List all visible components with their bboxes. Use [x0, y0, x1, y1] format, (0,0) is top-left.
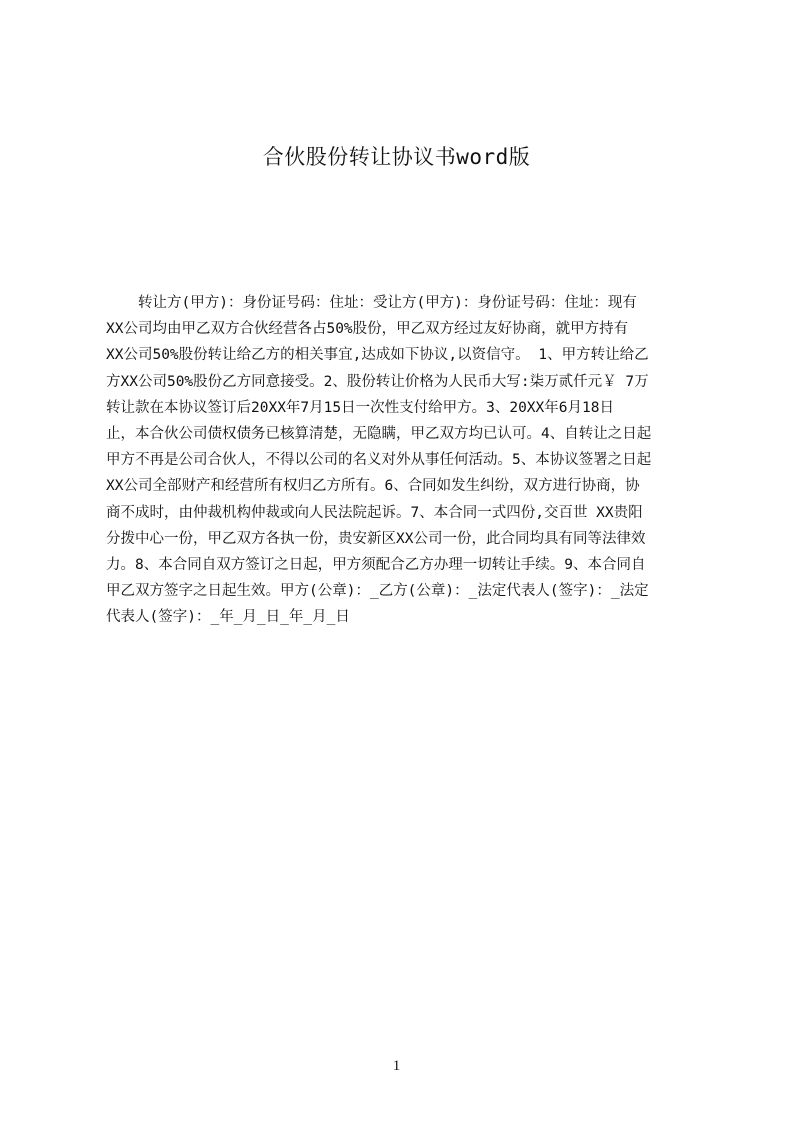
body-line: XX公司全部财产和经营所有权归乙方所有。6、合同如发生纠纷，双方进行协商，协 — [106, 478, 640, 495]
body-line: 商不成时，由仲裁机构仲裁或向人民法院起诉。7、本合同一式四份,交百世 XX贵阳 — [106, 504, 643, 521]
body-line: 代表人(签字)：_年_月_日_年_月_日 — [106, 609, 350, 626]
body-line: XX公司50%股份转让给乙方的相关事宜,达成如下协议,以资信守。 1、甲方转让给乙 — [106, 347, 649, 364]
body-line: XX公司均由甲乙双方合伙经营各占50%股份，甲乙双方经过友好协商，就甲方持有 — [106, 321, 629, 338]
document-title: 合伙股份转让协议书word版 — [262, 145, 531, 169]
body-line: 分拨中心一份，甲乙双方各执一份，贵安新区XX公司一份，此合同均具有同等法律效 — [106, 530, 646, 547]
body-line: 甲乙双方签字之日起生效。甲方(公章)：_乙方(公章)：_法定代表人(签字)：_法定 — [106, 583, 649, 600]
body-line: 止，本合伙公司债权债务已核算清楚，无隐瞒，甲乙双方均已认可。4、自转让之日起 — [106, 425, 652, 442]
body-line: 转让方(甲方)：身份证号码：住址：受让方(甲方)：身份证号码：住址：现有 — [138, 295, 637, 311]
body-line: 力。8、本合同自双方签订之日起，甲方须配合乙方办理一切转让手续。9、本合同自 — [106, 556, 646, 573]
body-line: 转让款在本协议签订后20XX年7月15日一次性支付给甲方。3、20XX年6月18日 — [106, 399, 614, 416]
page-number: 1 — [392, 1058, 401, 1074]
agreement-body — [106, 290, 698, 630]
body-line: 方XX公司50%股份乙方同意接受。2、股份转让价格为人民币大写:柒万贰仟元￥ 7万 — [106, 373, 649, 390]
body-line: 甲方不再是公司合伙人，不得以公司的名义对外从事任何活动。5、本协议签署之日起 — [106, 452, 652, 469]
